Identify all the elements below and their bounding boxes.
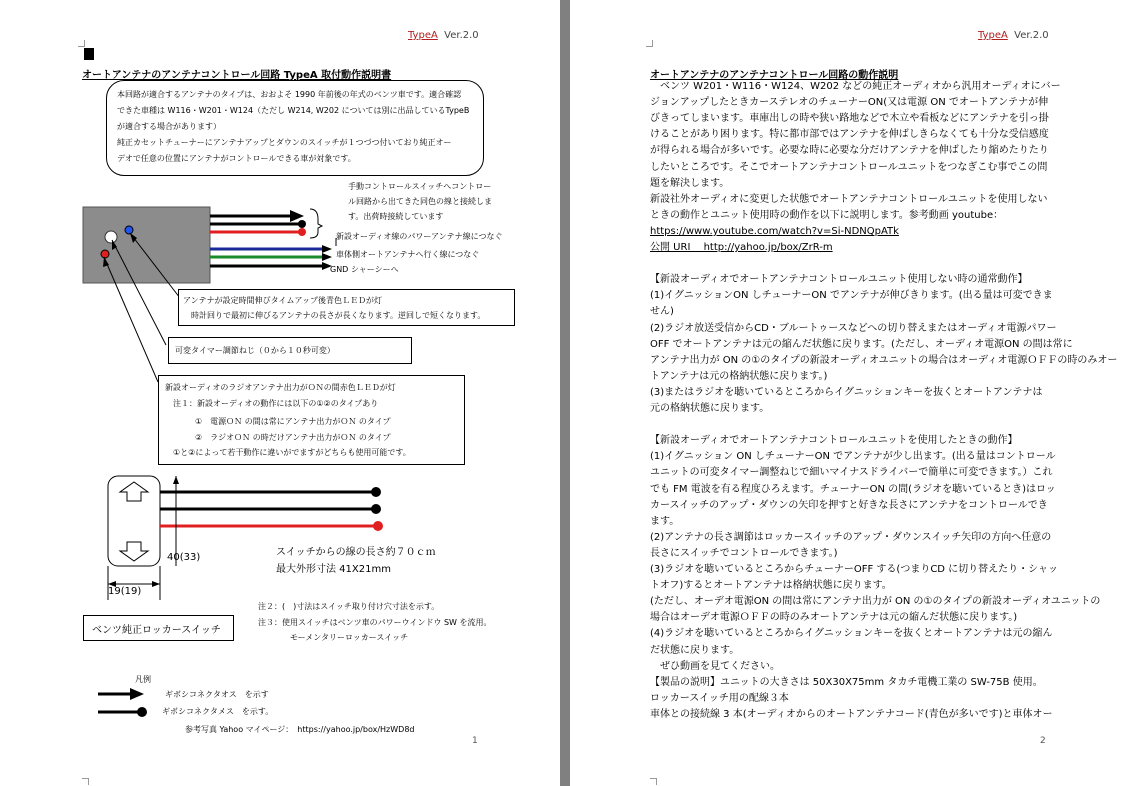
body-line: 【新設オーディオでオートアンテナコントロールユニットを使用したときの動作】 xyxy=(650,435,1018,447)
led-note-box xyxy=(178,289,515,326)
page-title: オートアンテナのアンテナコントロール回路の動作説明 xyxy=(650,70,899,81)
intro-line: デオで任意の位置にアンテナがコントロールできる車が対象です。 xyxy=(117,154,356,163)
legend-male-text: ギボシコネクタオス を示す xyxy=(165,690,269,699)
male-connector xyxy=(130,688,144,700)
page-title: オートアンテナのアンテナコントロール回路 TypeA 取付動作説明書 xyxy=(82,70,392,81)
body-line: アンテナ出力が ON の①のタイプの新設オーディオユニットの場合はオーディオ電源ＯＦＦの時のみオー xyxy=(650,354,1118,366)
body-line: OFF でオートアンテナは元の縮んだ状態に戻ります。(ただし、オーディオ電源ON の間は常に xyxy=(650,338,1073,350)
timer-note-box xyxy=(168,337,412,364)
body-line: けることがあり困ります。特に都市部ではアンテナを伸ばしきらなくても十分な受信感度 xyxy=(650,129,1049,141)
radio-note-line: 注１：新設オーディオの動作には以下の①②のタイプあり xyxy=(173,399,379,408)
body-line: 長さにスイッチでコントロールできます。) xyxy=(650,547,838,559)
intro-line: 純正カセットチューナーにアンテナアップとダウンのスイッチが１つづつ付いており純正オー xyxy=(117,138,452,147)
switch-label: ベンツ純正ロッカースイッチ xyxy=(92,625,221,636)
radio-note-line: 新設オーディオのラジオアンテナ出力がＯＮの間赤色ＬＥＤが灯 xyxy=(165,383,396,392)
female-connector xyxy=(371,504,381,514)
intro-line: できた車種は W116・W201・W124（ただし W214, W202 については別に出品しているTypeB xyxy=(117,106,470,115)
header-version: Ver.2.0 xyxy=(1014,30,1049,41)
body-line: (2)アンテナの長さ調節はロッカースイッチのアップ・ダウンスイッチ矢印の方向へ任意の xyxy=(650,531,1052,543)
body-line: トアンテナは元の格納状態に戻ります。) xyxy=(650,370,828,382)
body-line: 題を解決します。 xyxy=(650,177,730,189)
crop-mark xyxy=(650,778,657,785)
body-line: ロッカースイッチ用の配線３本 xyxy=(650,692,789,704)
body-line: が得られる場合が多いです。必要な時に必要な分だけアンテナを伸ばしたり縮めたりたり xyxy=(650,145,1049,157)
body-line: ベンツ W201・W116・W124、W202 などの純正オーディオから汎用オーディオにバー xyxy=(650,81,1061,92)
led-note-line: アンテナが設定時間伸びタイムアップ後青色ＬＥＤが灯 xyxy=(183,296,382,305)
control-unit xyxy=(83,207,210,283)
switch-label-box xyxy=(83,615,234,641)
body-line: ときの動作とユニット使用時の動作を以下に説明します。参考動画 youtube： xyxy=(650,209,1004,221)
body-line: びきってしまいます。車庫出しの時や狭い路地などで木立や看板などにアンテナを引っ掛 xyxy=(650,113,1049,125)
reference-url: 参考写真 Yahoo マイページ： https://yahoo.jp/box/HzWD8d xyxy=(185,725,415,734)
body-line: ユニットの可変タイマー調整ねじで細いマイナスドライバーで簡単に可変できます。）これ xyxy=(650,467,1053,479)
note-2: 注２：( )寸法はスイッチ取り付け穴寸法を示す。 xyxy=(258,602,440,611)
brace xyxy=(310,209,322,238)
wire-note: 車体側オートアンテナへ行く線につなぐ xyxy=(336,250,480,259)
body-line: 場合はオーデオ電源ＯＦＦの時のみオートアンテナは元の縮んだ状態に戻ります。) xyxy=(650,612,1018,624)
legend-female-text: ギボシコネクタメス を示す。 xyxy=(162,707,274,716)
timer-screw xyxy=(105,231,117,243)
led-note-line: 時計回りで最初に伸びるアンテナの長さが長くなります。逆回しで短くなります。 xyxy=(191,311,486,320)
legend-title: 凡例 xyxy=(135,675,151,684)
intro-line: 本回路が適合するアンテナのタイプは、おおよそ 1990 年前後の年式のベンツ車です。適合確認 xyxy=(117,90,462,99)
header-type: TypeA xyxy=(978,30,1008,41)
document-page-1 xyxy=(0,0,560,786)
radio-note-line: ② ラジオＯＮ の時だけアンテナ出力がＯＮ のタイプ xyxy=(195,433,391,442)
body-line: (1)イグニッション ON しチューナーON でアンテナが少し出ます。(出る量はコントロール xyxy=(650,451,1056,463)
dimension-height: 40(33) xyxy=(167,552,201,563)
body-line[interactable]: https://www.youtube.com/watch?v=Si-NDNQpATk xyxy=(650,225,899,237)
switch-wire-length: スイッチからの線の長さ約７０ｃｍ xyxy=(276,547,436,558)
body-line: でも FM 電波を有る程度ひろえます。チューナーON の間(ラジオを聴いているとき)はロッ xyxy=(650,483,1056,495)
dimension-width: 19(19) xyxy=(108,586,142,597)
wire-note: 手動コントロールスイッチへコントロー xyxy=(348,182,492,191)
body-line: 【製品の説明】ユニットの大きさは 50X30X75mm タカチ電機工業の SW-75B 使用。 xyxy=(650,676,1043,688)
body-line: トオフ)するとオートアンテナは格納状態に戻ります。 xyxy=(650,580,892,592)
red-led xyxy=(101,250,109,258)
note-3: 注３：使用スイッチはベンツ車のパワーウインドウ SW を流用。 xyxy=(258,618,492,627)
body-line: (2)ラジオ放送受信からCD・ブルートゥースなどへの切り替えまたはオーディオ電源パワー xyxy=(650,322,1057,334)
female-connector xyxy=(298,228,306,236)
wire-note: GND シャーシーへ xyxy=(330,265,399,274)
body-line: せん) xyxy=(650,306,674,318)
page-number: 1 xyxy=(472,736,478,746)
body-line: (1)イグニッションON しチューナーON でアンテナが伸びきります。(出る量は可変できま xyxy=(650,290,1053,302)
female-connector xyxy=(298,220,306,228)
switch-size: 最大外形寸法 41X21mm xyxy=(276,564,391,575)
body-line: (ただし、オーデオ電源ON の間は常にアンテナ出力が ON の①のタイプの新設オーディオユニットの xyxy=(650,596,1101,608)
radio-note-line: ① 電源ＯＮ の間は常にアンテナ出力がＯＮ のタイプ xyxy=(195,417,391,426)
female-connector xyxy=(373,521,383,531)
body-line: ます。 xyxy=(650,515,680,527)
arrow-head xyxy=(152,581,160,587)
body-line[interactable]: 公開 URI http://yahoo.jp/box/ZrR-m xyxy=(650,242,833,253)
crop-mark xyxy=(646,40,653,47)
intro-line: が適合する場合があります） xyxy=(117,122,221,131)
header-type: TypeA xyxy=(408,30,438,41)
radio-note-line: ①と②によって若干動作に違いがでますがどちらも使用可能です。 xyxy=(173,448,411,457)
male-connector xyxy=(322,245,332,253)
female-connector xyxy=(137,707,147,717)
body-line: 元の格納状態に戻ります。 xyxy=(650,403,770,414)
page-number: 2 xyxy=(1040,736,1046,746)
body-line: (4)ラジオを聴いているところからイグニッションキーを抜くとオートアンテナは元の縮ん xyxy=(650,628,1053,640)
body-line: 【新設オーディオでオートアンテナコントロールユニット使用しない時の通常動作】 xyxy=(650,274,1028,286)
body-line: だ状態に戻ります。 xyxy=(650,644,740,656)
body-line: ぜひ動画を見てください。 xyxy=(650,660,780,672)
female-connector xyxy=(371,487,381,497)
header-version: Ver.2.0 xyxy=(444,30,479,41)
body-line: したいところです。そこでオートアンテナコントロールユニットをつなぎこむ事でこの問 xyxy=(650,161,1048,173)
male-connector xyxy=(322,253,332,261)
blue-led xyxy=(125,226,133,234)
note-3-cont: モーメンタリーロッカースイッチ xyxy=(290,633,409,642)
body-line: (3)ラジオを聴いているところからチューナーOFF する(つまりCD に切り替えたり・シャッ xyxy=(650,564,1058,575)
page-header xyxy=(978,30,1049,41)
document-page-2 xyxy=(570,0,1131,786)
wire-note: ル回路から出てきた同色の線と接続しま xyxy=(348,197,492,206)
arrow-head xyxy=(173,476,179,484)
body-line: ジョンアップしたときカーステレオのチューナーON(又は電源 ON でオートアンテナが伸 xyxy=(650,97,1049,109)
body-line: 車体との接続線 3 本(オーディオからのオートアンテナコード(青色が多いです)と車体オー xyxy=(650,708,1053,720)
body-line: (3)またはラジオを聴いているところからイグニッションキーを抜くとオートアンテナは xyxy=(650,386,1043,398)
body-line: 新設社外オーディオに変更した状態でオートアンテナコントロールユニットを使用しない xyxy=(650,193,1048,205)
wire-note: 新設オーディオ線のパワーアンテナ線につなぐ xyxy=(336,232,503,241)
radio-note-box xyxy=(158,375,465,465)
timer-note: 可変タイマー調節ねじ（０から１０秒可変） xyxy=(175,346,335,355)
wire-note: す。出荷時接続しています xyxy=(348,212,444,221)
body-line: カースイッチのアップ・ダウンの矢印を押すと好きな長さにアンテナをコントロールでき xyxy=(650,499,1048,511)
